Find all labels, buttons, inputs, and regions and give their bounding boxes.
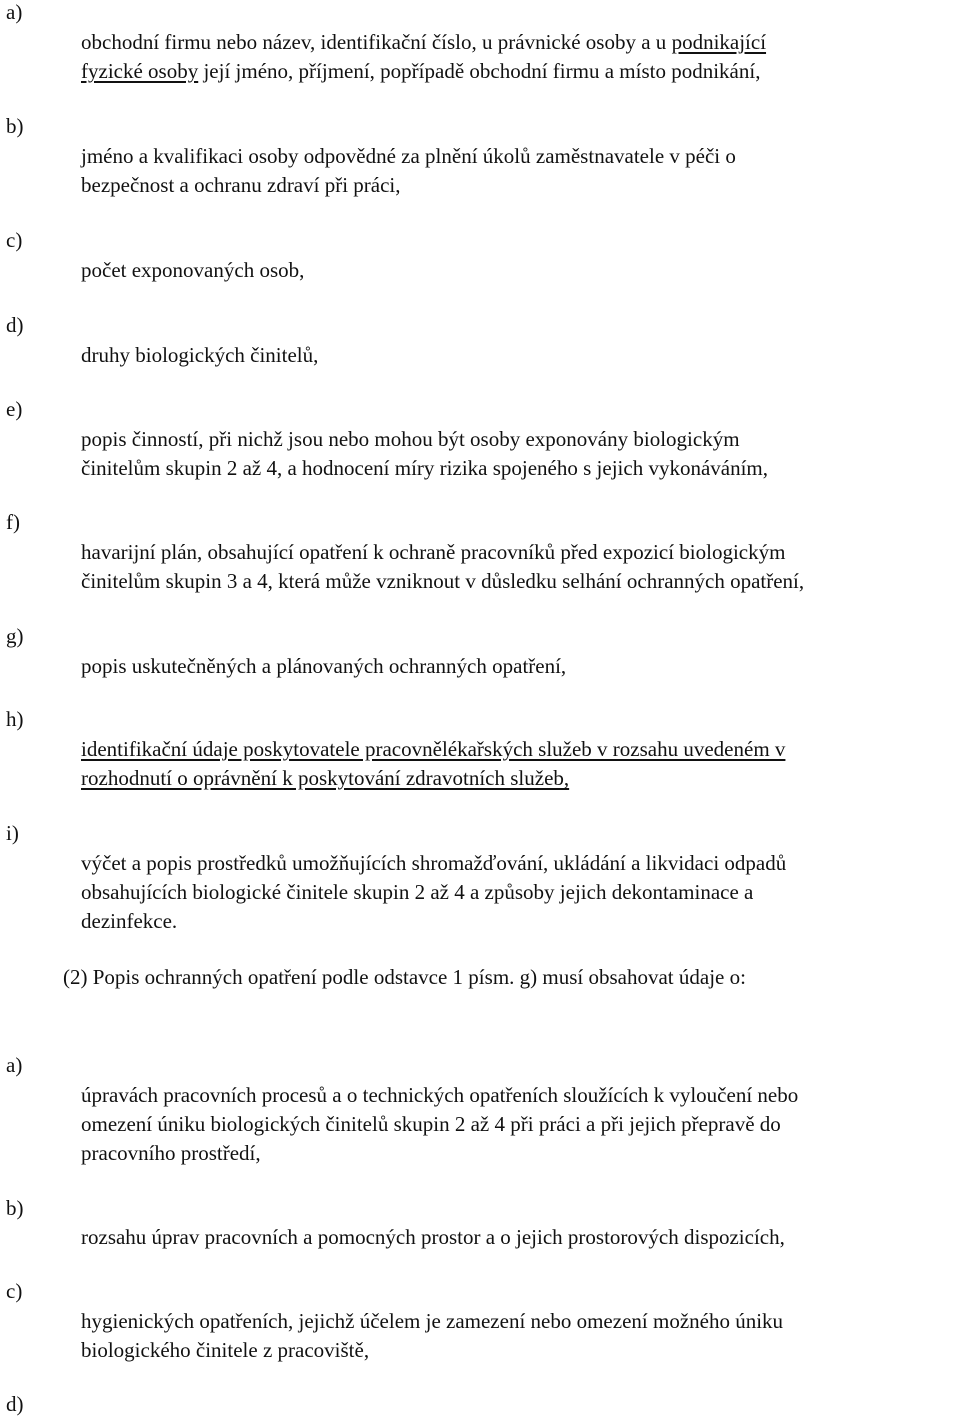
list1-item-i [81, 849, 953, 936]
list1-item-e [81, 425, 953, 483]
list1-item-f-line-1: havarijní plán, obsahující opatření k ochraně pracovníků před expozicí biologickým [81, 540, 786, 564]
list2-item-c [81, 1307, 953, 1365]
list2-letter-d: d) [6, 1392, 24, 1416]
list1-item-h-line-2 [81, 764, 953, 793]
list1-letter-h: h) [6, 707, 24, 731]
list1-item-i-line-1: výčet a popis prostředků umožňujících shromažďování, ukládání a likvidaci odpadů [81, 851, 787, 875]
list1-item-a-line-2-text: její jméno, příjmení, popřípadě obchodní firmu a místo podnikání, [198, 59, 761, 83]
link-identifikacni-udaje-line-2[interactable]: rozhodnutí o oprávnění k poskytování zdravotních služeb, [81, 766, 570, 790]
list2-item-a [81, 1081, 953, 1168]
list1-item-h [81, 735, 953, 793]
list1-item-b-line-1: jméno a kvalifikaci osoby odpovědné za plnění úkolů zaměstnavatele v péči o [81, 144, 736, 168]
list1-item-a-line-1 [81, 28, 953, 57]
list1-letter-d: d) [6, 313, 24, 337]
list1-item-c [81, 256, 953, 285]
list1-item-a [81, 28, 953, 86]
list1-letter-g: g) [6, 624, 24, 648]
list1-item-i-line-2: obsahujících biologické činitele skupin 2 až 4 a způsoby jejich dekontaminace a [81, 880, 754, 904]
list2-letter-b: b) [6, 1196, 24, 1220]
paragraph-2: (2) Popis ochranných opatření podle odstavce 1 písm. g) musí obsahovat údaje o: [63, 965, 746, 989]
list1-item-d [81, 341, 953, 370]
list1-item-g [81, 652, 953, 681]
list1-letter-a: a) [6, 0, 23, 24]
list2-item-a-line-2: omezení úniku biologických činitelů skupin 2 až 4 při práci a při jejich přepravě do [81, 1112, 781, 1136]
list1-item-c-line-1: počet exponovaných osob, [81, 258, 305, 282]
list1-item-i-line-3: dezinfekce. [81, 909, 178, 933]
list1-item-e-line-2: činitelům skupin 2 až 4, a hodnocení míry rizika spojeného s jejich vykonáváním, [81, 456, 769, 480]
list1-item-e-line-1: popis činností, při nichž jsou nebo mohou být osoby exponovány biologickým [81, 427, 740, 451]
list1-item-g-line-1: popis uskutečněných a plánovaných ochranných opatření, [81, 654, 567, 678]
list2-item-b [81, 1223, 953, 1252]
list1-letter-f: f) [6, 510, 20, 534]
list2-item-b-line-1: rozsahu úprav pracovních a pomocných prostor a o jejich prostorových dispozicích, [81, 1225, 785, 1249]
list2-item-c-line-1: hygienických opatřeních, jejichž účelem je zamezení nebo omezení možného úniku [81, 1309, 784, 1333]
list2-letter-a: a) [6, 1053, 23, 1077]
list1-letter-b: b) [6, 114, 24, 138]
list1-item-f-line-2: činitelům skupin 3 a 4, která může vzniknout v důsledku selhání ochranných opatření, [81, 569, 805, 593]
list2-item-a-line-1: úpravách pracovních procesů a o technických opatřeních sloužících k vyloučení nebo [81, 1083, 799, 1107]
list1-item-b [81, 142, 953, 200]
list2-letter-c: c) [6, 1279, 23, 1303]
list1-letter-i: i) [6, 821, 19, 845]
list1-item-d-line-1: druhy biologických činitelů, [81, 343, 319, 367]
list2-item-a-line-3: pracovního prostředí, [81, 1141, 261, 1165]
list1-letter-c: c) [6, 228, 23, 252]
link-identifikacni-udaje-line-1[interactable]: identifikační údaje poskytovatele pracovnělékařských služeb v rozsahu uvedeném v [81, 737, 786, 761]
list1-item-b-line-2: bezpečnost a ochranu zdraví při práci, [81, 173, 401, 197]
list1-item-a-line-1-text: obchodní firmu nebo název, identifikační číslo, u právnické osoby a u [81, 30, 672, 54]
link-fyzicke-osoby[interactable]: fyzické osoby [81, 59, 199, 83]
list2-item-c-line-2: biologického činitele z pracoviště, [81, 1338, 370, 1362]
list1-item-a-line-2 [81, 57, 953, 86]
list1-letter-e: e) [6, 397, 23, 421]
list1-item-f [81, 538, 953, 596]
link-podnikajici[interactable]: podnikající [671, 30, 767, 54]
